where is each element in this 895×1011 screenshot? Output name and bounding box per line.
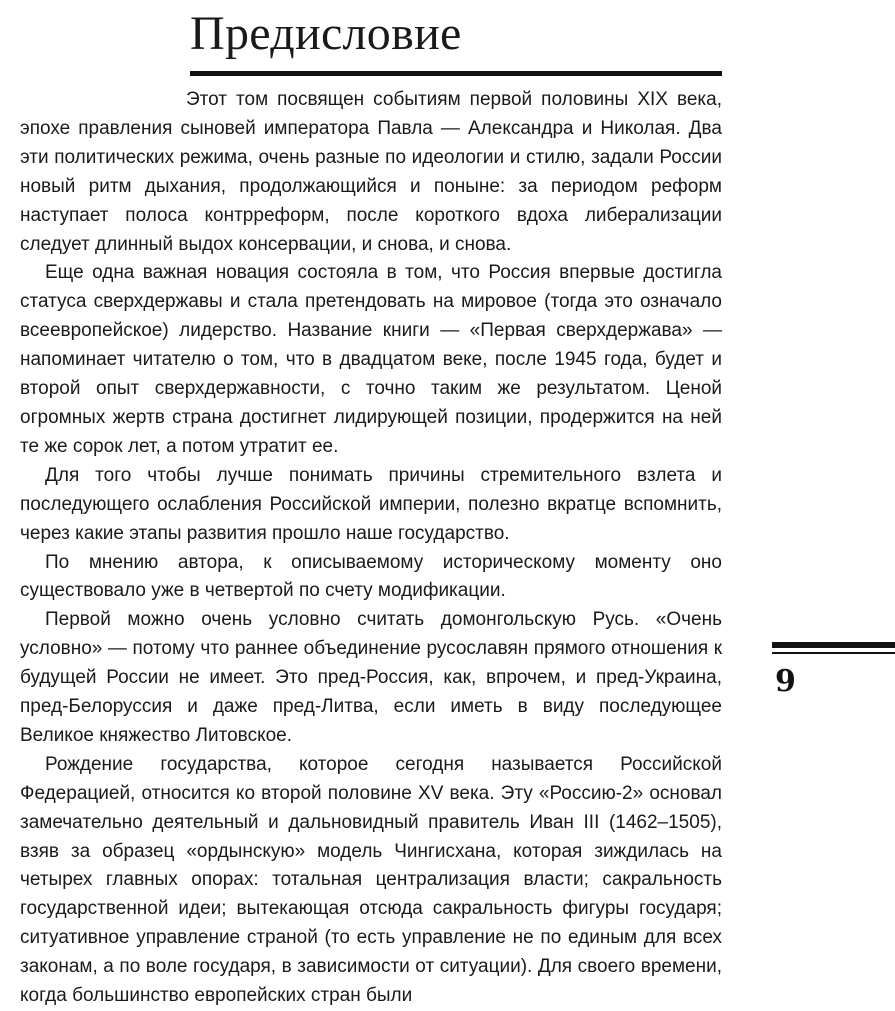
page-number: 9 — [775, 664, 796, 699]
paragraph-2: Еще одна важная новация состояла в том, что Россия впервые достигла статуса сверхдержавы и стала претендовать на мировое (тогда это означало всеевропейское) лидерство. Название книги — «Первая сверхдержава» — напоминает читателю о том, что в двадцатом веке, после 1945 года, будет и второй опыт сверхдержавности, с точно таким же результатом. Ценой огромных жертв страна достигнет лидирующей позиции, продержится на ней те же сорок лет, а потом утратит ее. — [20, 262, 722, 457]
chapter-title: Предисловие — [190, 7, 462, 60]
paragraph-3: Для того чтобы лучше понимать причины стремительного взлета и последующего ослабления Российской империи, полезно вкратце вспомнить, через какие этапы развития прошло наше государство. — [20, 464, 722, 544]
paragraph-5: Первой можно очень условно считать домонгольскую Русь. «Очень условно» — потому что раннее объединение русославян прямого отношения к будущей России не имеет. Это пред-Россия, как, впрочем, и пред-Украина, пред-Белоруссия и даже пред-Литва, если иметь в виду последующее Великое княжество Литовское. — [20, 609, 722, 746]
body-text — [20, 86, 722, 1011]
paragraph-1: Этот том посвящен событиям первой половины XIX века, эпохе правления сыновей императора Павла — Александра и Николая. Два эти политических режима, очень разные по идеологии и стилю, задали России новый ритм дыхания, продолжающийся и поныне: за периодом реформ наступает полоса контрреформ, после короткого вдоха либерализации следует длинный выдох консервации, и снова, и снова. — [20, 89, 722, 255]
page-number-rule-thin — [772, 652, 895, 654]
paragraph-6: Рождение государства, которое сегодня называется Российской Федерацией, относится ко второй половине XV века. Эту «Россию-2» основал замечательно деятельный и дальновидный правитель Иван III (1462–1505), взяв за образец «ордынскую» модель Чингисхана, которая зиждилась на четырех главных опорах: тотальная централизация власти; сакральность государственной идеи; вытекающая отсюда сакральность фигуры государя; ситуативное управление страной (то есть управление не по единым для всех законам, а по воле государя, в зависимости от ситуации). Для своего времени, когда большинство европейских стран были — [20, 753, 722, 1007]
paragraph-4: По мнению автора, к описываемому историческому моменту оно существовало уже в четвертой по счету модификации. — [20, 551, 722, 602]
title-underline-rule — [190, 71, 722, 76]
page-number-rule-thick — [772, 642, 895, 648]
